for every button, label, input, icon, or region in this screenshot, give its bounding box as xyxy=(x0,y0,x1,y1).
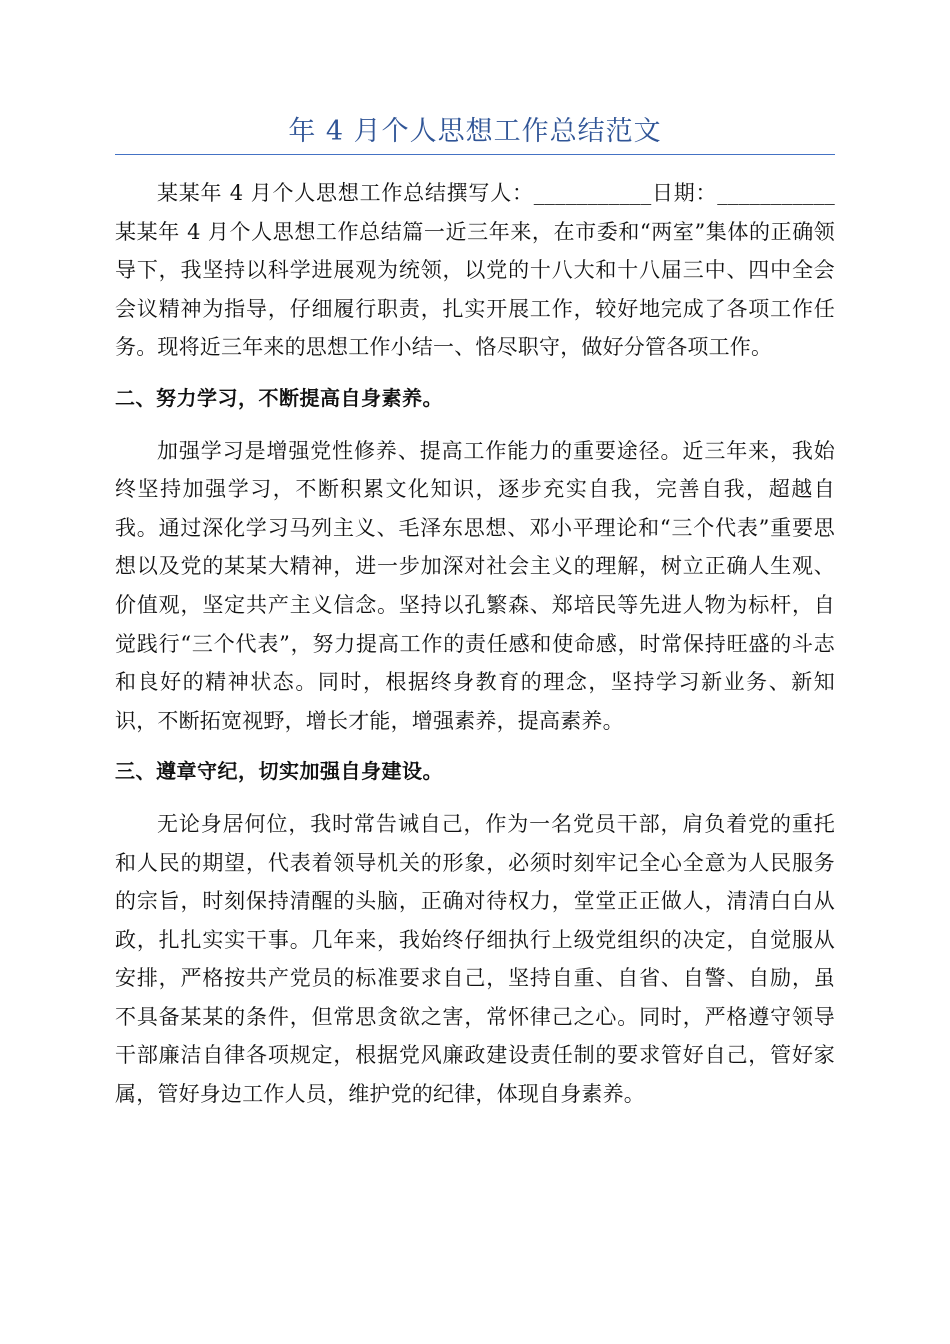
intro-paragraph: 某某年 4 月个人思想工作总结撰写人：___________日期：___________某某年 4 月个人思想工作总结篇一近三年来，在市委和“两室”集体的正确领导下，我坚持以科学进展观为统领，以党的十八大和十八届三中、四中全会会议精神为指导，仔细履行职责，扎实开展工作，较好地完成了各项工作任务。现将近三年来的思想工作小结一、恪尽职守，做好分管各项工作。 xyxy=(115,181,835,360)
document-body xyxy=(115,174,835,1114)
section-body-3: 无论身居何位，我时常告诫自己，作为一名党员干部，肩负着党的重托和人民的期望，代表着领导机关的形象，必须时刻牢记全心全意为人民服务的宗旨，时刻保持清醒的头脑，正确对待权力，堂堂正正做人，清清白白从政，扎扎实实干事。几年来，我始终仔细执行上级党组织的决定，自觉服从安排，严格按共产党员的标准要求自己，坚持自重、自省、自警、自励，虽不具备某某的条件，但常思贪欲之害，常怀律己之心。同时，严格遵守领导干部廉洁自律各项规定，根据党风廉政建设责任制的要求管好自己，管好家属，管好身边工作人员，维护党的纪律，体现自身素养。 xyxy=(115,811,835,1107)
section-heading-2: 二、努力学习，不断提高自身素养。 xyxy=(115,385,443,410)
title-underline xyxy=(115,154,835,155)
document-title: 年 4 月个人思想工作总结范文 xyxy=(288,116,662,147)
section-body-2: 加强学习是增强党性修养、提高工作能力的重要途径。近三年来，我始终坚持加强学习，不断积累文化知识，逐步充实自我，完善自我，超越自我。通过深化学习马列主义、毛泽东思想、邓小平理论和“三个代表”重要思想以及党的某某大精神，进一步加深对社会主义的理解，树立正确人生观、价值观，坚定共产主义信念。坚持以孔繁森、郑培民等先进人物为标杆，自觉践行“三个代表”，努力提高工作的责任感和使命感，时常保持旺盛的斗志和良好的精神状态。同时，根据终身教育的理念，坚持学习新业务、新知识，不断拓宽视野，增长才能，增强素养，提高素养。 xyxy=(115,438,835,733)
section-heading-3: 三、遵章守纪，切实加强自身建设。 xyxy=(115,759,443,784)
